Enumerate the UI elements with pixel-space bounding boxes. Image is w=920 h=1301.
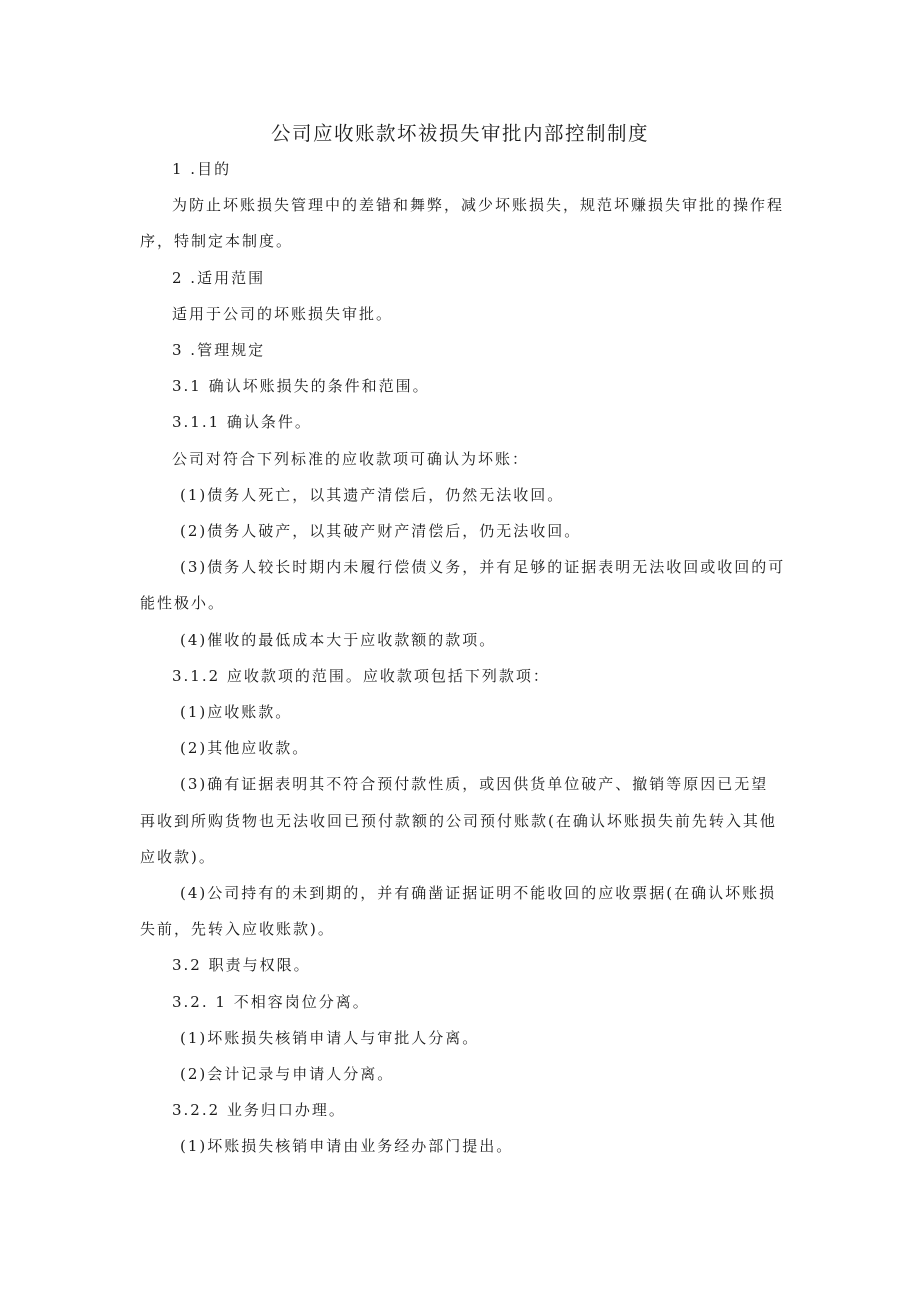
list-item: (2)其他应收款。 bbox=[180, 739, 310, 757]
list-item: (3)确有证据表明其不符合预付款性质，或因供货单位破产、撤销等原因已无望 bbox=[180, 775, 769, 793]
subsection-heading: 3.1.1 确认条件。 bbox=[172, 413, 312, 431]
paragraph-line: 为防止坏账损失管理中的差错和舞弊，减少坏账损失，规范坏赚损失审批的操作程 bbox=[172, 196, 785, 214]
paragraph-line: 再收到所购货物也无法收回已预付款额的公司预付账款(在确认坏账损失前先转入其他 bbox=[140, 812, 777, 830]
paragraph-line: 失前，先转入应收账款)。 bbox=[140, 920, 335, 938]
list-item: (1)应收账款。 bbox=[180, 703, 293, 721]
list-item: (1)债务人死亡，以其遗产清偿后，仍然无法收回。 bbox=[180, 486, 565, 504]
section-heading-purpose: 1 .目的 bbox=[172, 160, 232, 178]
list-item: (2)会计记录与申请人分离。 bbox=[180, 1065, 395, 1083]
subsection-heading: 3.1 确认坏账损失的条件和范围。 bbox=[172, 377, 430, 395]
paragraph-line: 序，特制定本制度。 bbox=[140, 232, 294, 250]
list-item: (4)公司持有的未到期的，并有确凿证据证明不能收回的应收票据(在确认坏账损 bbox=[180, 884, 777, 902]
subsection-heading: 3.1.2 应收款项的范围。应收款项包括下列款项： bbox=[172, 667, 550, 685]
list-item: (4)催收的最低成本大于应收款额的款项。 bbox=[180, 631, 497, 649]
paragraph-line: 公司对符合下列标准的应收款项可确认为坏账： bbox=[172, 450, 530, 468]
subsection-heading: 3.2.2 业务归口办理。 bbox=[172, 1101, 346, 1119]
paragraph-line: 能性极小。 bbox=[140, 594, 226, 612]
document-title: 公司应收账款坏祓损失审批内部控制制度 bbox=[270, 122, 649, 145]
list-item: (2)债务人破产，以其破产财产清偿后，仍无法收回。 bbox=[180, 522, 582, 540]
paragraph-line: 适用于公司的坏账损失审批。 bbox=[172, 305, 394, 323]
paragraph-line: 应收款)。 bbox=[140, 848, 216, 866]
subsection-heading: 3.2 职责与权限。 bbox=[172, 956, 311, 974]
list-item: (3)债务人较长时期内未履行偿债义务，并有足够的证据表明无法收回或收回的可 bbox=[180, 558, 786, 576]
subsection-heading: 3.2. 1 不相容岗位分离。 bbox=[172, 993, 370, 1011]
section-heading-rules: 3 .管理规定 bbox=[172, 341, 266, 359]
list-item: (1)坏账损失核销申请人与审批人分离。 bbox=[180, 1029, 480, 1047]
section-heading-scope: 2 .适用范围 bbox=[172, 269, 266, 287]
list-item: (1)坏账损失核销申请由业务经办部门提出。 bbox=[180, 1137, 514, 1155]
